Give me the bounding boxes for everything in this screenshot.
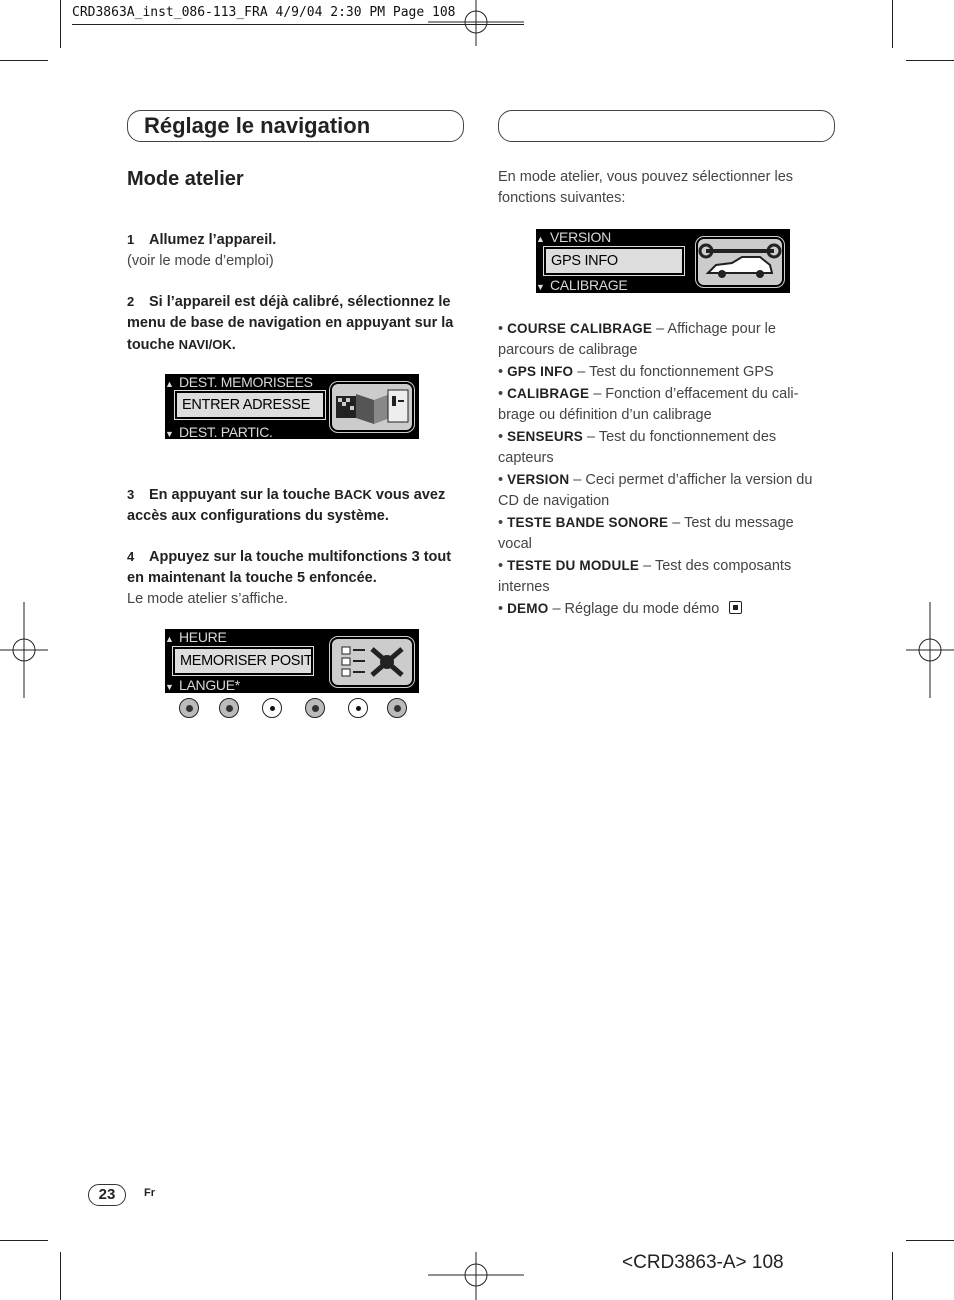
- registration-mark-left: [0, 602, 48, 698]
- function-key: TESTE DU MODULE: [507, 558, 640, 573]
- down-arrow-icon: ▼: [536, 282, 545, 292]
- crop-mark: [0, 1240, 48, 1241]
- step-text-end: .: [231, 337, 236, 353]
- function-desc: – Test du fonctionnement GPS: [573, 364, 774, 380]
- lcd-bottom-label: DEST. PARTIC.: [179, 424, 273, 439]
- lcd-top-label: DEST. MEMORISEES: [179, 374, 313, 390]
- up-arrow-icon: ▲: [536, 234, 545, 244]
- up-arrow-icon: ▲: [165, 379, 174, 389]
- crop-mark: [892, 1252, 893, 1300]
- function-key: CALIBRAGE: [507, 386, 590, 401]
- page-number: 23: [88, 1184, 126, 1206]
- step-2: [127, 291, 467, 356]
- crop-mark: [60, 1252, 61, 1300]
- key-label: BACK: [334, 487, 372, 502]
- multifunction-knob-1: [179, 698, 199, 718]
- step-number: 1: [127, 232, 135, 247]
- section-title: Mode atelier: [127, 168, 244, 190]
- step-text: En appuyant sur la touche: [149, 487, 335, 503]
- lcd-bottom-label: LANGUE*: [179, 677, 240, 693]
- lcd-bottom-label: CALIBRAGE: [550, 277, 628, 293]
- list-item: • SENSEURS – Test du fonctionnement des capteurs: [498, 429, 777, 466]
- list-item: • VERSION – Ceci permet d’afficher la version du CD de navigation: [498, 472, 813, 509]
- step-number: 4: [127, 549, 135, 564]
- function-key: VERSION: [507, 472, 570, 487]
- print-header-rule: [72, 24, 524, 25]
- wrench-car-icon: [696, 237, 784, 287]
- function-desc: – Test des composants internes: [498, 558, 792, 595]
- crop-mark: [60, 0, 61, 48]
- lcd-screen-2: [165, 629, 419, 693]
- print-header: CRD3863A_inst_086-113_FRA 4/9/04 2:30 PM Page 108: [72, 5, 456, 20]
- step-1: [127, 229, 467, 272]
- crop-mark: [906, 1240, 954, 1241]
- map-book-icon: [330, 382, 414, 432]
- step-text: Allumez l’appareil.: [149, 232, 277, 248]
- step-text-end: vous avez accès aux configurations du système.: [127, 487, 446, 524]
- step-number: 3: [127, 487, 135, 502]
- function-desc: – Ceci permet d’afficher la version du CD de navigation: [498, 472, 813, 509]
- title-box-left: [127, 110, 464, 142]
- lcd-row-bottom: [165, 677, 240, 693]
- lcd-row-bottom: [536, 277, 627, 293]
- lcd-selected-item: MEMORISER POSITI: [173, 647, 313, 675]
- registration-mark-bottom: [428, 1252, 524, 1300]
- step-text: Appuyez sur la touche multifonctions 3 tout en maintenant la touche 5 enfoncée.: [127, 549, 452, 586]
- footer-code: <CRD3863-A> 108: [622, 1252, 784, 1273]
- lcd-row-top: [165, 374, 313, 390]
- lcd-row-top: [536, 229, 611, 245]
- step-4: [127, 546, 467, 610]
- function-key: SENSEURS: [507, 429, 583, 444]
- title-box-right: [498, 110, 835, 142]
- list-item: • TESTE BANDE SONORE – Test du message vocal: [498, 515, 794, 552]
- list-item: • DEMO – Réglage du mode démo: [498, 598, 828, 620]
- up-arrow-icon: ▲: [165, 634, 174, 644]
- step-note: Le mode atelier s’affiche.: [127, 591, 288, 607]
- multifunction-knob-2: [219, 698, 239, 718]
- multifunction-knob-5: [348, 698, 368, 718]
- function-desc: – Test du message vocal: [498, 515, 794, 552]
- registration-mark-right: [906, 602, 954, 698]
- lcd-top-label: VERSION: [550, 229, 611, 245]
- multifunction-knob-4: [305, 698, 325, 718]
- checklist-tools-icon: [330, 637, 414, 687]
- function-key: COURSE CALIBRAGE: [507, 321, 653, 336]
- list-item: • TESTE DU MODULE – Test des composants internes: [498, 558, 792, 595]
- function-desc: – Fonction d’effacement du calibrage ou définition d’un calibrage: [498, 386, 799, 423]
- function-key: TESTE BANDE SONORE: [507, 515, 669, 530]
- lcd-selected-item: ENTRER ADRESSE: [175, 391, 325, 419]
- down-arrow-icon: ▼: [165, 429, 174, 439]
- lcd-screen-1: [165, 374, 419, 439]
- step-text: Si l’appareil est déjà calibré, sélectionnez le menu de base de navigation en appuyant sur la touche: [127, 294, 454, 353]
- function-list: [498, 318, 828, 620]
- end-mark-icon: [729, 601, 742, 614]
- lcd-row-bottom: [165, 424, 273, 439]
- lcd-selected-item: GPS INFO: [544, 247, 684, 275]
- multifunction-knob-6: [387, 698, 407, 718]
- function-key: DEMO: [507, 601, 549, 616]
- list-item: • CALIBRAGE – Fonction d’effacement du calibrage ou définition d’un calibrage: [498, 386, 799, 423]
- page-title: Réglage le navigation: [144, 113, 371, 138]
- function-desc: – Test du fonctionnement des capteurs: [498, 429, 777, 466]
- list-item: • GPS INFO – Test du fonctionnement GPS: [498, 364, 774, 380]
- function-desc: – Réglage du mode démo: [548, 601, 720, 617]
- multifunction-knob-3: [262, 698, 282, 718]
- function-key: GPS INFO: [507, 364, 574, 379]
- language-code: Fr: [144, 1187, 155, 1199]
- key-label: NAVI/OK: [178, 337, 232, 352]
- lcd-row-top: [165, 629, 227, 645]
- lcd-top-label: HEURE: [179, 629, 227, 645]
- step-3: [127, 484, 467, 527]
- down-arrow-icon: ▼: [165, 682, 174, 692]
- intro-text: En mode atelier, vous pouvez sélectionner les fonctions suivantes:: [498, 169, 794, 206]
- crop-mark: [906, 60, 954, 61]
- crop-mark: [892, 0, 893, 48]
- crop-mark: [0, 60, 48, 61]
- function-desc: – Affichage pour le parcours de calibrage: [498, 321, 776, 358]
- step-note: (voir le mode d’emploi): [127, 253, 274, 269]
- lcd-screen-3: [536, 229, 790, 293]
- list-item: • COURSE CALIBRAGE – Affichage pour le parcours de calibrage: [498, 321, 776, 358]
- step-number: 2: [127, 294, 135, 309]
